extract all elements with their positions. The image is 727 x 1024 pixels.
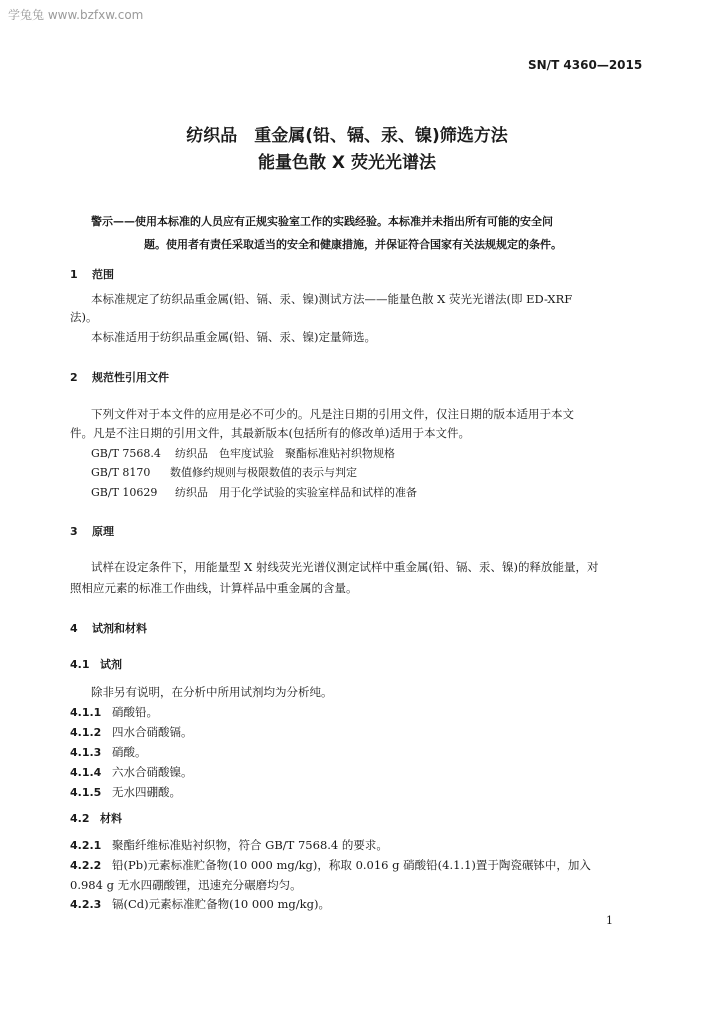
item-text: 硝酸。 [112, 745, 147, 759]
item-text: 六水合硝酸镍。 [112, 765, 193, 779]
section-1-number: 1 [70, 268, 78, 281]
section-3-para-line2: 照相应元素的标准工作曲线，计算样品中重金属的含量。 [70, 581, 358, 595]
section-2-heading [70, 369, 169, 385]
section-3-title: 原理 [92, 525, 114, 538]
reference-item [91, 445, 395, 461]
section-2-number: 2 [70, 371, 78, 384]
document-title-line1: 纺织品 重金属(铅、镉、汞、镍)筛选方法 [186, 126, 508, 146]
warning-text-2: 题。使用者有责任采取适当的安全和健康措施，并保证符合国家有关法规规定的条件。 [144, 238, 562, 251]
item-number: 4.2.3 [70, 898, 102, 911]
reference-code: GB/T 8170 [91, 466, 151, 479]
section-3-para-line1: 试样在设定条件下，用能量型 X 射线荧光光谱仪测定试样中重金属(铅、镉、汞、镍)的释放能量，对 [91, 560, 599, 574]
list-item [70, 857, 591, 873]
item-text: 聚酯纤维标准贴衬织物，符合 GB/T 7568.4 的要求。 [112, 838, 388, 852]
section-3-number: 3 [70, 525, 78, 538]
section-2-para-line2: 件。凡是不注日期的引用文件，其最新版本(包括所有的修改单)适用于本文件。 [70, 426, 470, 440]
section-4-1-heading [70, 656, 122, 672]
item-text: 镉(Cd)元素标准贮备物(10 000 mg/kg)。 [112, 897, 330, 911]
item-number: 4.2.1 [70, 839, 102, 852]
section-2-title: 规范性引用文件 [92, 371, 169, 384]
section-2-para-line1: 下列文件对于本文件的应用是必不可少的。凡是注日期的引用文件，仅注日期的版本适用于本文 [91, 407, 574, 421]
section-4-2-number: 4.2 [70, 812, 90, 825]
reference-title: 数值修约规则与极限数值的表示与判定 [170, 466, 357, 479]
warning-text-1: 使用本标准的人员应有正规实验室工作的实践经验。本标准并未指出所有可能的安全问 [135, 215, 553, 228]
section-1-para-2: 本标准适用于纺织品重金属(铅、镉、汞、镍)定量筛选。 [91, 330, 376, 344]
item-number: 4.2.2 [70, 859, 102, 872]
section-1-title: 范围 [92, 268, 114, 281]
item-text: 四水合硝酸镉。 [112, 725, 193, 739]
section-4-1-title: 试剂 [100, 658, 122, 671]
reference-code: GB/T 7568.4 [91, 447, 161, 460]
item-text: 铅(Pb)元素标准贮备物(10 000 mg/kg)，称取 0.016 g 硝酸铅(4.1.1)置于陶瓷碾钵中，加入 [112, 858, 591, 872]
item-number: 4.1.3 [70, 746, 102, 759]
warning-line2 [144, 233, 562, 252]
watermark: 学兔兔 www.bzfxw.com [8, 8, 144, 22]
item-text: 无水四硼酸。 [112, 785, 181, 799]
section-4-title: 试剂和材料 [92, 622, 147, 635]
section-4-1-intro: 除非另有说明，在分析中所用试剂均为分析纯。 [91, 685, 333, 699]
section-4-1-number: 4.1 [70, 658, 90, 671]
section-3-heading [70, 523, 114, 539]
warning-label: 警示—— [91, 215, 135, 228]
section-1-heading [70, 266, 114, 282]
section-1-para-1-line1: 本标准规定了纺织品重金属(铅、镉、汞、镍)测试方法——能量色散 X 荧光光谱法(即 ED-XRF [91, 292, 573, 306]
list-item [70, 744, 147, 760]
standard-code: SN/T 4360—2015 [528, 58, 643, 72]
list-item [70, 704, 158, 720]
item-number: 4.1.4 [70, 766, 102, 779]
item-number: 4.1.2 [70, 726, 102, 739]
warning-line1 [91, 210, 553, 229]
page-number: 1 [606, 914, 613, 927]
reference-item [91, 464, 357, 480]
reference-item [91, 484, 417, 500]
item-number: 4.1.1 [70, 706, 102, 719]
item-number: 4.1.5 [70, 786, 102, 799]
document-title-line2: 能量色散 X 荧光光谱法 [258, 153, 436, 173]
section-1-para-1-line2: 法)。 [70, 310, 98, 324]
reference-title: 纺织品 色牢度试验 聚酯标准贴衬织物规格 [175, 447, 395, 460]
reference-title: 纺织品 用于化学试验的实验室样品和试样的准备 [175, 486, 417, 499]
reference-code: GB/T 10629 [91, 486, 158, 499]
list-item [70, 896, 330, 912]
list-item [70, 837, 388, 853]
list-item [70, 784, 181, 800]
section-4-2-heading [70, 810, 122, 826]
item-text: 硝酸铅。 [112, 705, 158, 719]
section-4-number: 4 [70, 622, 78, 635]
item-text-continuation: 0.984 g 无水四硼酸锂，迅速充分碾磨均匀。 [70, 878, 302, 892]
list-item [70, 724, 193, 740]
section-4-heading [70, 620, 147, 636]
section-4-2-title: 材料 [100, 812, 122, 825]
list-item [70, 764, 193, 780]
